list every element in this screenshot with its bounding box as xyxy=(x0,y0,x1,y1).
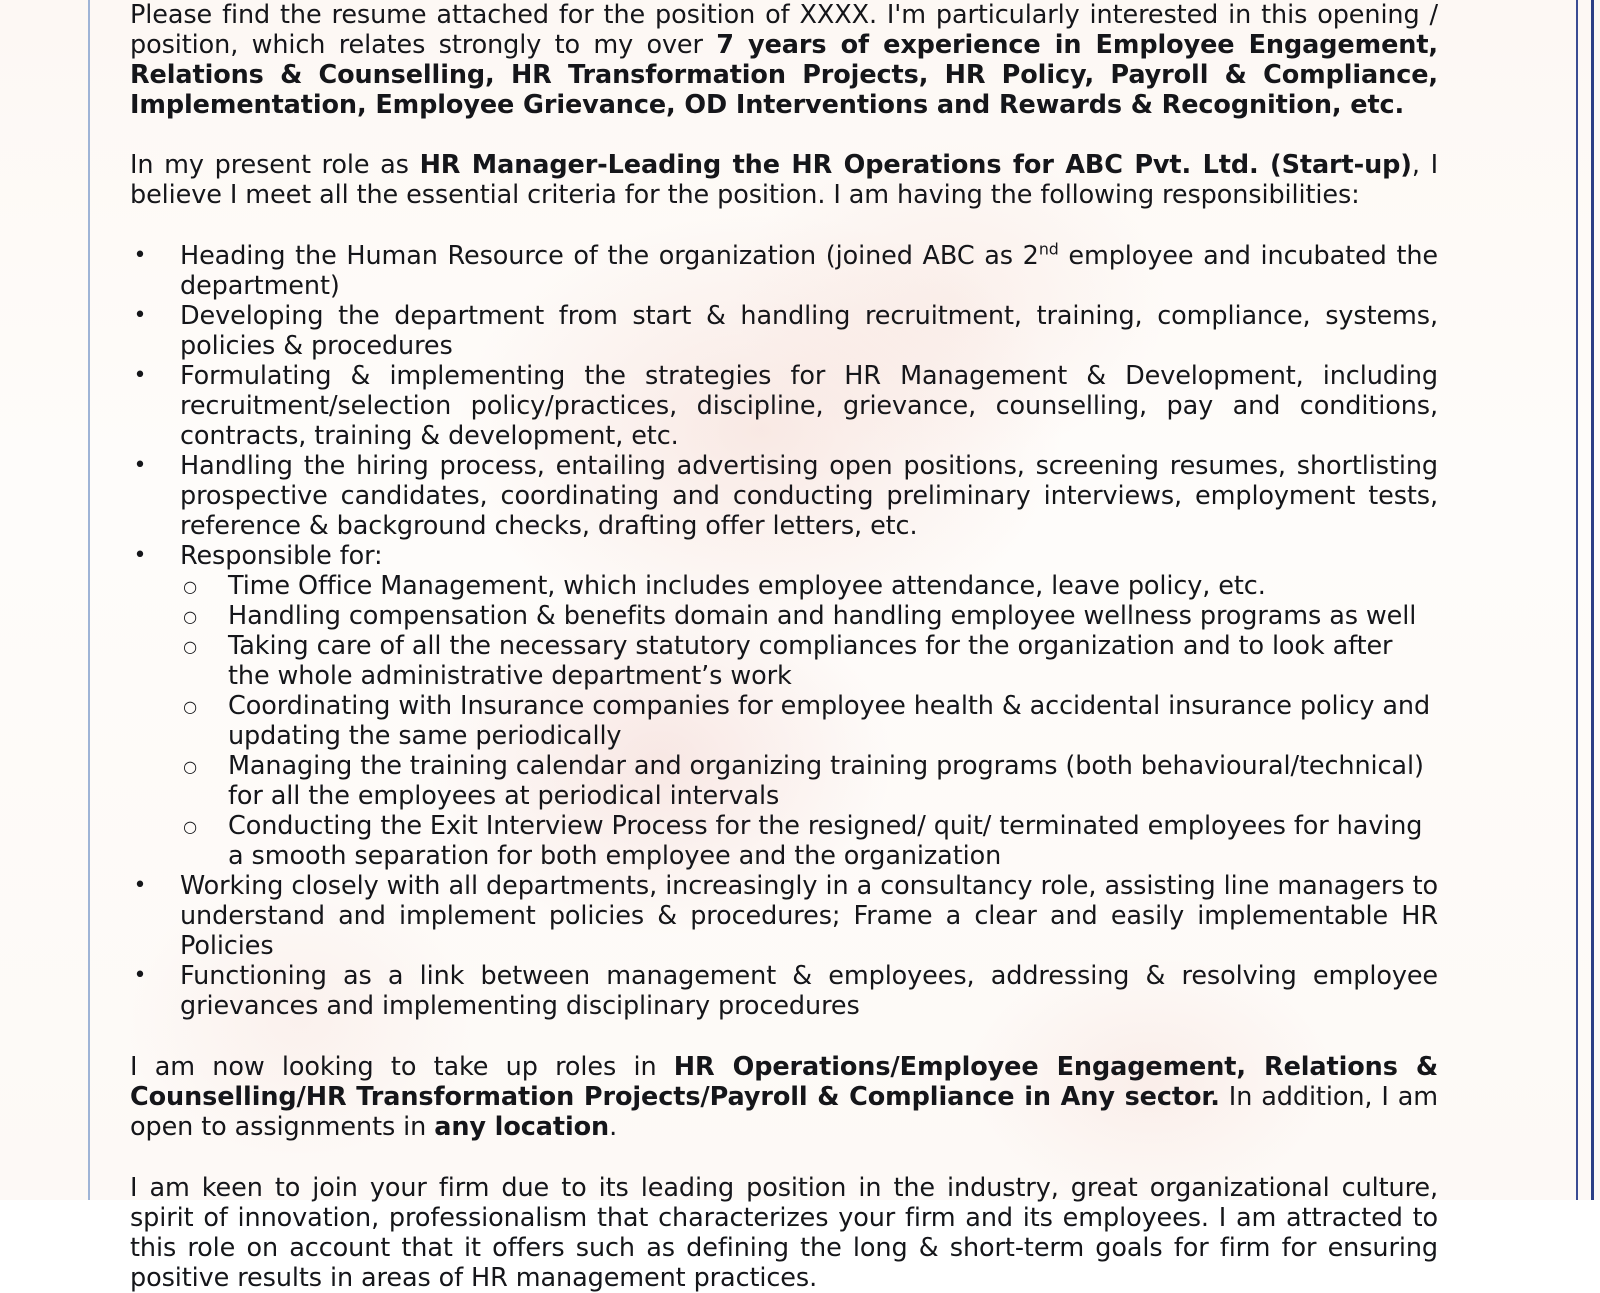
intro-text-normal: Please find the resume attached for the position of XXXX. I'm particularly interested in this opening / position, which relates strongly to my over xyxy=(130,0,1438,60)
sub-bullet-marker: ○ xyxy=(183,577,197,596)
sub-bullet-marker: ○ xyxy=(183,637,197,656)
bullet-marker: • xyxy=(133,543,147,568)
responsible-for-sublist xyxy=(180,571,1438,871)
list-item xyxy=(180,571,1438,601)
list-item xyxy=(130,541,1438,571)
left-page-rule xyxy=(88,0,90,1200)
list-item-text: Developing the department from start & handling recruitment, training, compliance, systems, policies & procedures xyxy=(180,301,1438,361)
looking-for-paragraph xyxy=(130,1052,1438,1142)
list-item-text: Managing the training calendar and organizing training programs (both behavioural/technical) for all the employees at periodical intervals xyxy=(228,751,1424,811)
looking-for-bold-location: any location xyxy=(434,1112,610,1142)
list-item-text: Working closely with all departments, increasingly in a consultancy role, assisting line managers to understand and implement policies & procedures; Frame a clear and easily implementable HR Policies xyxy=(180,871,1438,961)
bullet-marker: • xyxy=(133,963,147,988)
looking-for-middle: In addition, I am open to assignments in xyxy=(130,1082,1439,1142)
spacer xyxy=(130,1021,1438,1052)
list-item xyxy=(130,241,1438,301)
sub-bullet-marker: ○ xyxy=(183,757,197,776)
closing-paragraph: I am keen to join your firm due to its leading position in the industry, great organizational culture, spirit of innovation, professionalism that characterizes your firm and its employees. I am attracted to this role on account that it offers such as defining the long & short-term goals for firm for ensuring positive results in areas of HR management practices. xyxy=(130,1173,1438,1293)
list-item-text: Formulating & implementing the strategies for HR Management & Development, including recruitment/selection policy/practices, discipline, grievance, counselling, pay and conditions, contracts, training & development, etc. xyxy=(180,361,1438,451)
list-item xyxy=(130,961,1438,1021)
present-role-bold: HR Manager-Leading the HR Operations for ABC Pvt. Ltd. (Start-up) xyxy=(419,150,1412,180)
list-item-text: Handling the hiring process, entailing advertising open positions, screening resumes, shortlisting prospective candidates, coordinating and conducting preliminary interviews, employment tests, reference & background checks, drafting offer letters, etc. xyxy=(180,451,1438,541)
spacer xyxy=(130,120,1438,150)
list-item-text: Taking care of all the necessary statutory compliances for the organization and to look after the whole administrative department’s work xyxy=(228,631,1393,691)
present-role-suffix: , I believe I meet all the essential criteria for the position. I am having the following responsibilities: xyxy=(130,150,1439,210)
sub-bullet-marker: ○ xyxy=(183,817,197,836)
list-item-text: Time Office Management, which includes employee attendance, leave policy, etc. xyxy=(228,571,1266,601)
list-item-text: Conducting the Exit Interview Process for the resigned/ quit/ terminated employees for having a smooth separation for both employee and the organization xyxy=(228,811,1423,871)
bullet-marker: • xyxy=(133,243,147,268)
list-item-text-part2: employee and incubated the department) xyxy=(180,241,1438,301)
list-item xyxy=(130,871,1438,961)
list-item xyxy=(130,361,1438,451)
intro-paragraph xyxy=(130,0,1438,120)
responsibilities-list xyxy=(130,241,1438,571)
list-item-text-part1: Heading the Human Resource of the organization (joined ABC as 2 xyxy=(180,241,1039,271)
bullet-marker: • xyxy=(133,453,147,478)
document-body xyxy=(130,0,1438,1293)
bullet-marker: • xyxy=(133,303,147,328)
list-item xyxy=(180,691,1438,751)
bullet-marker: • xyxy=(133,363,147,388)
list-item xyxy=(130,451,1438,541)
responsible-for-sublist-wrapper xyxy=(180,571,1438,871)
list-item xyxy=(130,301,1438,361)
sub-bullet-marker: ○ xyxy=(183,697,197,716)
present-role-prefix: In my present role as xyxy=(130,150,420,180)
list-item-text xyxy=(180,241,1438,301)
right-page-rule-inner xyxy=(1576,0,1578,1200)
list-item-text: Coordinating with Insurance companies for employee health & accidental insurance policy and updating the same periodically xyxy=(228,691,1431,751)
present-role-paragraph xyxy=(130,150,1438,210)
list-item-text: Handling compensation & benefits domain and handling employee wellness programs as well xyxy=(228,601,1417,631)
bullet-marker: • xyxy=(133,873,147,898)
looking-for-prefix: I am now looking to take up roles in xyxy=(130,1052,674,1082)
right-page-rule-outer xyxy=(1591,0,1594,1200)
looking-for-suffix: . xyxy=(609,1112,618,1142)
spacer xyxy=(130,210,1438,241)
spacer xyxy=(130,1142,1438,1173)
looking-for-bold-roles: HR Operations/Employee Engagement, Relations & Counselling/HR Transformation Projects/Payroll & Compliance in Any sector. xyxy=(130,1052,1438,1112)
list-item xyxy=(180,811,1438,871)
sub-bullet-marker: ○ xyxy=(183,607,197,626)
list-item xyxy=(180,601,1438,631)
responsibilities-list-continued xyxy=(130,871,1438,1021)
list-item xyxy=(180,751,1438,811)
list-item-text: Responsible for: xyxy=(180,541,383,571)
list-item xyxy=(180,631,1438,691)
ordinal-suffix: nd xyxy=(1038,239,1059,259)
intro-text-bold: 7 years of experience in Employee Engagement, Relations & Counselling, HR Transformation Projects, HR Policy, Payroll & Compliance, Implementation, Employee Grievance, OD Interventions and Rewards & Recognition, etc. xyxy=(130,30,1438,120)
list-item-text: Functioning as a link between management & employees, addressing & resolving employee grievances and implementing disciplinary procedures xyxy=(180,961,1438,1021)
